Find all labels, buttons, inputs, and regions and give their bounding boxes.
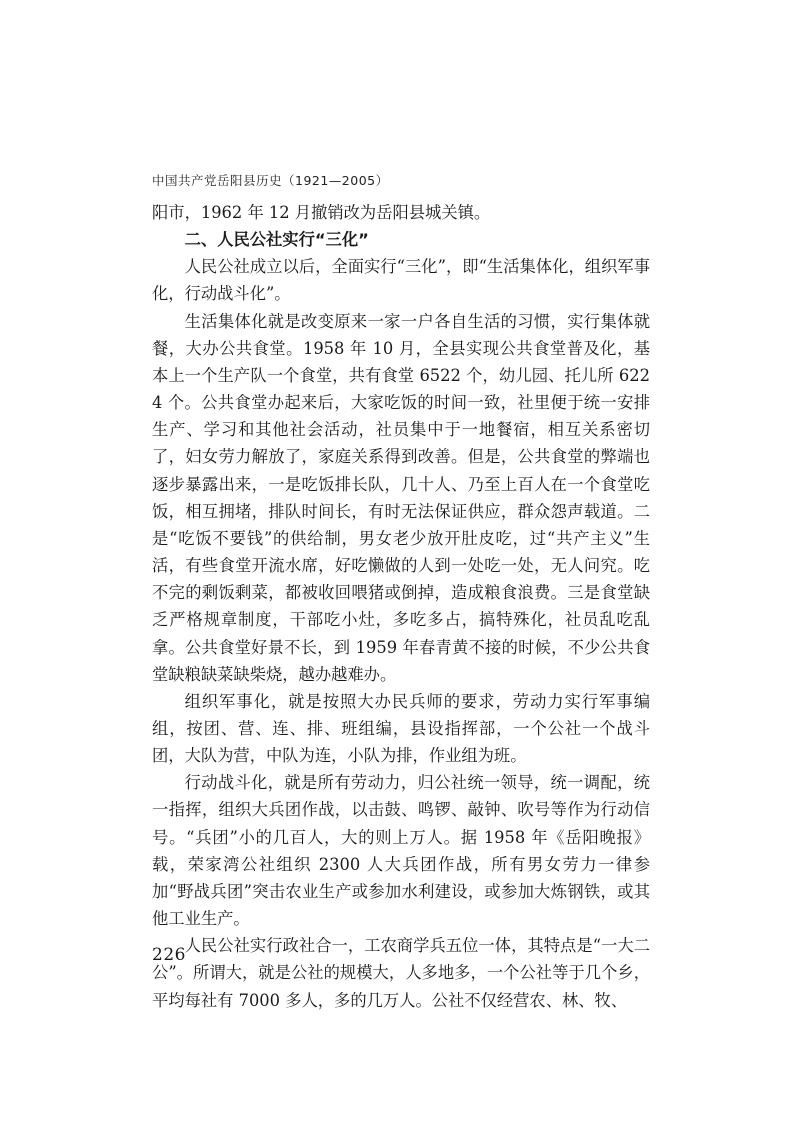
body-text — [152, 199, 650, 1014]
paragraph-combat-action: 行动战斗化，就是所有劳动力，归公社统一领导，统一调配，统一指挥，组织大兵团作战，以击鼓、鸣锣、敲钟、吹号等作为行动信号。“兵团”小的几百人，大的则上万人。据 1958 年《岳阳晚报》载，荣家湾公社组织 2300 人大兵团作战，所有男女劳力一律参加“野战兵团”突击农业生产或参加水利建设，或参加大炼钢铁，或其他工业生产。 — [152, 773, 650, 929]
paragraph-commune-features: 人民公社实行政社合一，工农商学兵五位一体，其特点是“一大二公”。所谓大，就是公社的规模大，人多地多，一个公社等于几个乡，平均每社有 7000 多人，多的几万人。公社不仅经营农、林、牧、 — [152, 936, 650, 1010]
paragraph-military-organization: 组织军事化，就是按照大办民兵师的要求，劳动力实行军事编组，按团、营、连、排、班组编，县设指挥部，一个公社一个战斗团，大队为营，中队为连，小队为排，作业组为班。 — [152, 691, 650, 766]
page-number: 226 — [152, 945, 186, 965]
paragraph-continued: 阳市，1962 年 12 月撤销改为岳阳县城关镇。 — [152, 203, 491, 222]
paragraph-collective-living: 生活集体化就是改变原来一家一户各自生活的习惯，实行集体就餐，大办公共食堂。1958 年 10 月，全县实现公共食堂普及化，基本上一个生产队一个食堂，共有食堂 6522 个，幼儿园、托儿所 6224 个。公共食堂办起来后，大家吃饭的时间一致，社里便于统一安排生产、学习和其他社会活动，社员集中于一地餐宿，相互关系密切了，妇女劳力解放了，家庭关系得到改善。但是，公共食堂的弊端也逐步暴露出来，一是吃饭排长队，几十人、乃至上百人在一个食堂吃饭，相互拥堵，排队时间长，有时无法保证供应，群众怨声载道。二是“吃饭不要钱”的供给制，男女老少放开肚皮吃，过“共产主义”生活，有些食堂开流水席，好吃懒做的人到一处吃一处，无人问究。吃不完的剩饭剩菜，都被收回喂猪或倒掉，造成粮食浪费。三是食堂缺乏严格规章制度，干部吃小灶，多吃多占，搞特殊化，社员乱吃乱拿。公共食堂好景不长，到 1959 年春青黄不接的时候，不少公共食堂缺粮缺菜缺柴烧，越办越难办。 — [152, 311, 650, 684]
paragraph-intro: 人民公社成立以后，全面实行“三化”，即“生活集体化，组织军事化，行动战斗化”。 — [152, 257, 650, 304]
section-heading: 二、人民公社实行“三化” — [184, 230, 369, 250]
running-header: 中国共产党岳阳县历史（1921—2005） — [152, 173, 389, 188]
